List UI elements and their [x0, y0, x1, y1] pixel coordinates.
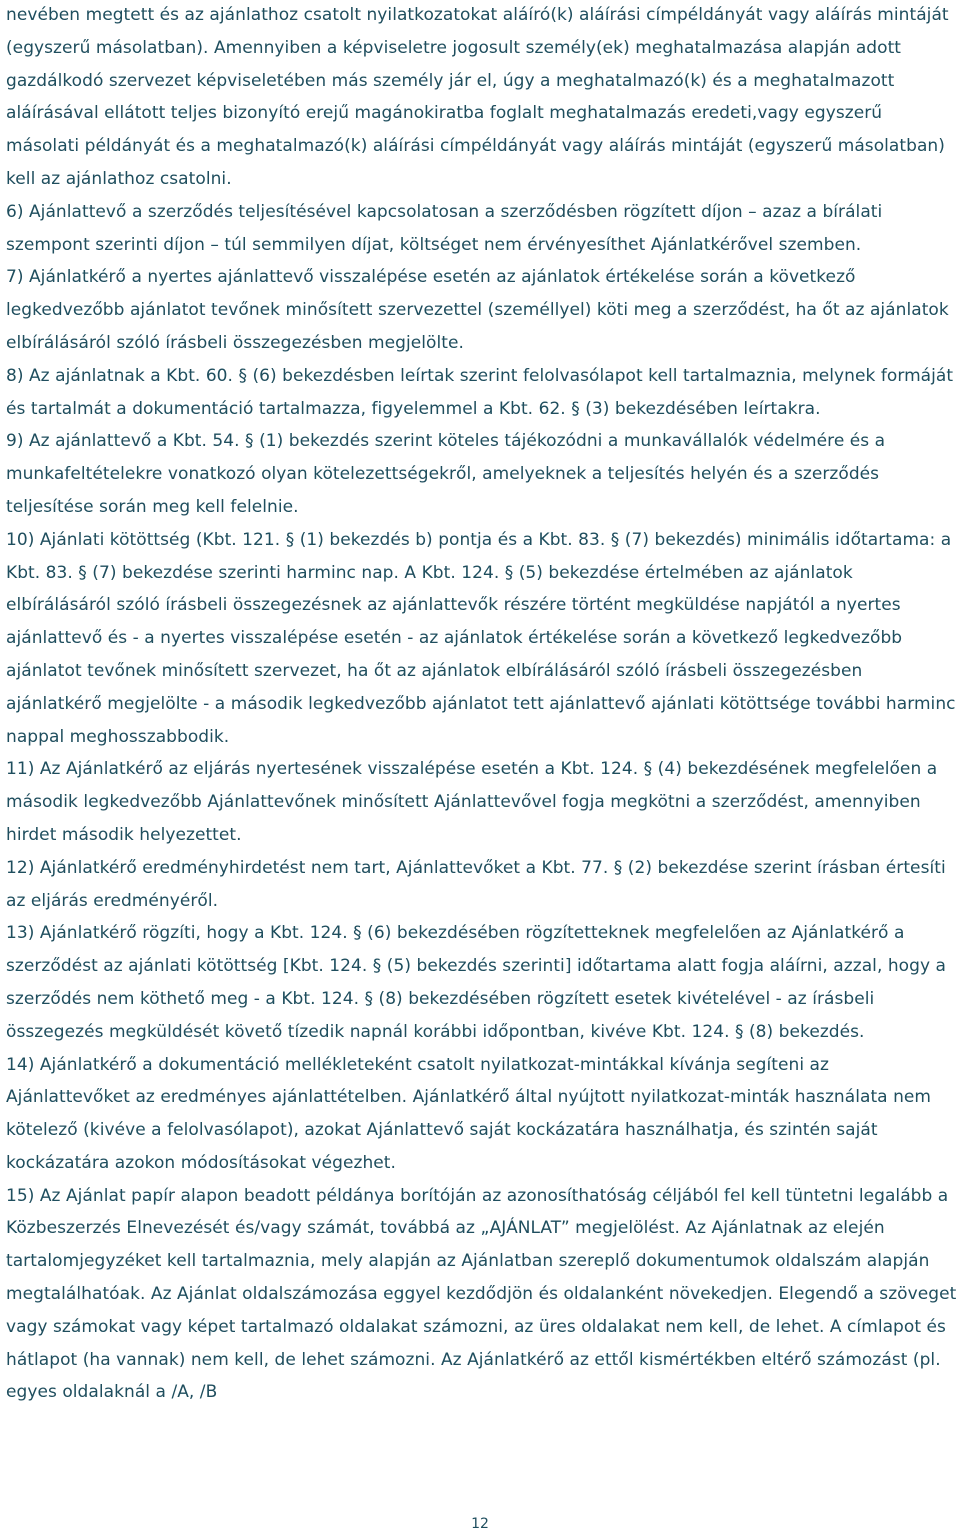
paragraph-6: 6) Ajánlattevő a szerződés teljesítésével kapcsolatosan a szerződésben rögzített díjon – azaz a bírálati szempont szerinti díjon – túl semmilyen díjat, költséget nem érvényesíthet Ajánlatkérővel szemben.	[6, 201, 883, 255]
page-number: 12	[471, 1516, 489, 1532]
paragraph-15: 15) Az Ajánlat papír alapon beadott példánya borítóján az azonosíthatóság céljából fel kell tüntetni legalább a Közbeszerzés Elnevezését és/vagy számát, továbbá az „AJÁNLAT” megjelölést. Az Ajánlatnak az elején tartalomjegyzéket kell tartalmaznia, mely alapján az Ajánlatban szereplő dokumentumok oldalszám alapján megtalálhatóak. Az Ajánlat oldalszámozása eggyel kezdődjön és oldalanként növekedjen. Elegendő a szöveget vagy számokat vagy képet tartalmazó oldalakat számozni, az üres oldalakat nem kell, de lehet. A címlapot és hátlapot (ha vannak) nem kell, de lehet számozni. Az Ajánlatkérő az ettől kismértékben eltérő számozást (pl. egyes oldalaknál a /A, /B	[6, 1185, 957, 1403]
paragraph-9: 9) Az ajánlattevő a Kbt. 54. § (1) bekezdés szerint köteles tájékozódni a munkavállalók védelmére és a munkafeltételekre vonatkozó olyan kötelezettségekről, amelyeknek a teljesítés helyén és a szerződés teljesítése során meg kell felelnie.	[6, 431, 886, 517]
document-body	[6, 0, 958, 1409]
paragraph-13: 13) Ajánlatkérő rögzíti, hogy a Kbt. 124. § (6) bekezdésében rögzítetteknek megfelelően az Ajánlatkérő a szerződést az ajánlati kötöttség [Kbt. 124. § (5) bekezdés szerinti] időtartama alatt fogja aláírni, azzal, hogy a szerződés nem köthető meg - a Kbt. 124. § (8) bekezdésében rögzített esetek kivételével - az írásbeli összegezés megküldését követő tízedik napnál korábbi időpontban, kivéve Kbt. 124. § (8) bekezdés.	[6, 923, 947, 1042]
paragraph-14: 14) Ajánlatkérő a dokumentáció mellékleteként csatolt nyilatkozat-mintákkal kívánja segíteni az Ajánlattevőket az eredményes ajánlattételben. Ajánlatkérő által nyújtott nyilatkozat-minták használata nem kötelező (kivéve a felolvasólapot), azokat Ajánlattevő saját kockázatára használhatja, és szintén saját kockázatára azokon módosításokat végezhet.	[6, 1054, 932, 1173]
paragraph-11: 11) Az Ajánlatkérő az eljárás nyertesének visszalépése esetén a Kbt. 124. § (4) bekezdésének megfelelően a második legkedvezőbb Ajánlattevőnek minősített Ajánlattevővel fogja megkötni a szerződést, amennyiben hirdet második helyezettet.	[6, 759, 938, 845]
paragraph-8: 8) Az ajánlatnak a Kbt. 60. § (6) bekezdésben leírtak szerint felolvasólapot kell tartalmaznia, melynek formáját és tartalmát a dokumentáció tartalmazza, figyelemmel a Kbt. 62. § (3) bekezdésében leírtakra.	[6, 365, 954, 419]
paragraph-continuation: nevében megtett és az ajánlathoz csatolt nyilatkozatokat aláíró(k) aláírási címpéldányát vagy aláírás mintáját (egyszerű másolatban). Amennyiben a képviseletre jogosult személy(ek) meghatalmazása alapján adott gazdálkodó szervezet képviseletében más személy jár el, úgy a meghatalmazó(k) és a meghatalmazott aláírásával ellátott teljes bizonyító erejű magánokiratba foglalt meghatalmazás eredeti,vagy egyszerű másolati példányát és a meghatalmazó(k) aláírási címpéldányát vagy aláírás mintáját (egyszerű másolatban) kell az ajánlathoz csatolni.	[6, 5, 949, 189]
paragraph-12: 12) Ajánlatkérő eredményhirdetést nem tart, Ajánlattevőket a Kbt. 77. § (2) bekezdése szerint írásban értesíti az eljárás eredményéről.	[6, 857, 946, 911]
paragraph-10: 10) Ajánlati kötöttség (Kbt. 121. § (1) bekezdés b) pontja és a Kbt. 83. § (7) bekezdés) minimális időtartama: a Kbt. 83. § (7) bekezdése szerinti harminc nap. A Kbt. 124. § (5) bekezdése értelmében az ajánlatok elbírálásáról szóló írásbeli összegezésnek az ajánlattevők részére történt megküldése napjától a nyertes ajánlattevő és - a nyertes visszalépése esetén - az ajánlatok értékelése során a következő legkedvezőbb ajánlatot tevőnek minősített szervezet, ha őt az ajánlatok elbírálásáról szóló írásbeli összegezésben ajánlatkérő megjelölte - a második legkedvezőbb ajánlatot tett ajánlattevő ajánlati kötöttsége további harminc nappal meghosszabbodik.	[6, 529, 956, 747]
paragraph-7: 7) Ajánlatkérő a nyertes ajánlattevő visszalépése esetén az ajánlatok értékelése során a következő legkedvezőbb ajánlatot tevőnek minősített szervezettel (személlyel) köti meg a szerződést, ha őt az ajánlatok elbírálásáról szóló írásbeli összegezésben megjelölte.	[6, 267, 949, 353]
